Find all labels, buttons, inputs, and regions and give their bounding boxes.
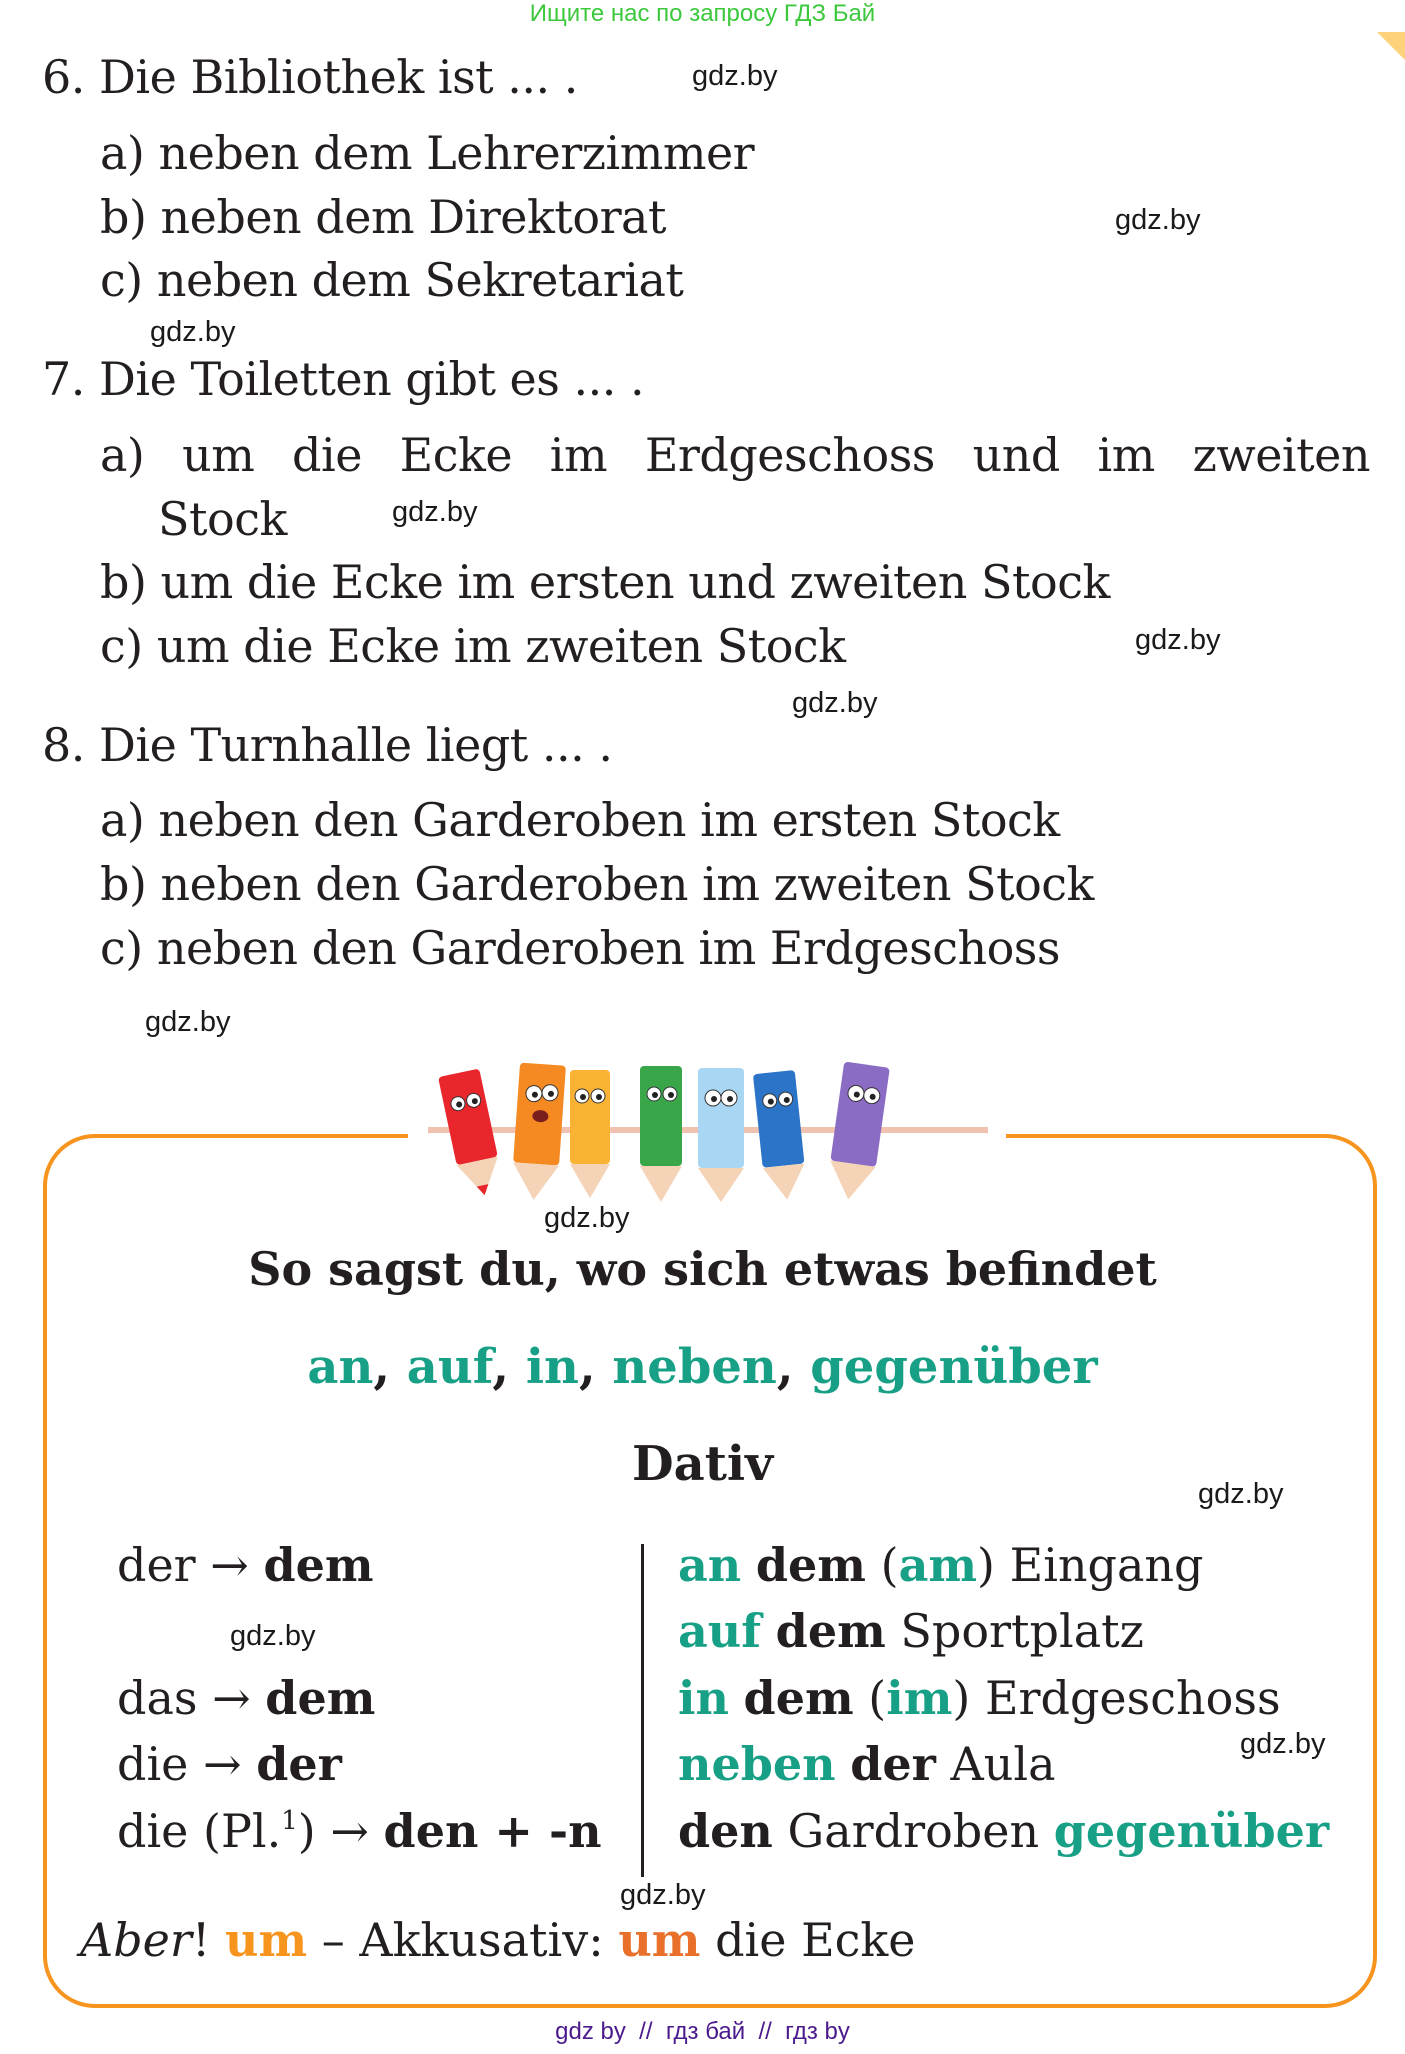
article-to: dem: [263, 1538, 374, 1592]
question-6: [42, 50, 578, 104]
example-in: [678, 1671, 1281, 1725]
word: zweiten: [1192, 428, 1370, 482]
option-7a-continuation: Stock: [158, 492, 287, 546]
noun: Gardroben: [787, 1804, 1040, 1858]
word: Ecke: [399, 428, 513, 482]
footer-watermark: gdz by // гдз бай // гдз by: [555, 2018, 850, 2045]
top-watermark: Ищите нас по запросу ГДЗ Бай: [529, 0, 876, 27]
option-7b: [100, 555, 1110, 609]
paren-close: ): [297, 1804, 316, 1858]
watermark: gdz.by: [620, 1879, 706, 1911]
footnote-marker: 1: [281, 1806, 298, 1836]
aber-label: Aber: [80, 1913, 192, 1967]
article-from: der: [117, 1538, 196, 1592]
column-divider: [641, 1544, 644, 1877]
option-6b: [100, 190, 666, 244]
akkusativ-note: [80, 1913, 916, 1967]
option-8c: [100, 921, 1060, 975]
watermark: gdz.by: [1115, 204, 1201, 236]
preposition: gegenüber: [1053, 1804, 1330, 1858]
preposition-um: um: [225, 1913, 308, 1967]
article-to: der: [256, 1737, 342, 1791]
option-letter: c): [100, 253, 143, 307]
prepositions-list: an, auf, in, neben, gegenüber: [307, 1339, 1098, 1395]
article-from: die: [117, 1737, 189, 1791]
watermark: gdz.by: [544, 1202, 630, 1234]
option-letter: c): [100, 619, 143, 673]
article: den: [678, 1804, 773, 1858]
question-stem: Die Turnhalle liegt ... .: [99, 718, 613, 772]
option-letter: a): [100, 793, 145, 847]
option-letter: c): [100, 921, 143, 975]
option-8a: [100, 793, 1060, 847]
page-corner-decoration: [1377, 32, 1405, 60]
paren-close: ): [952, 1671, 971, 1725]
preposition: in: [678, 1671, 729, 1725]
word: die: [292, 428, 362, 482]
contraction: am: [898, 1538, 978, 1592]
article: dem: [775, 1604, 886, 1658]
option-6a: [100, 126, 755, 180]
question-8: [42, 718, 613, 772]
watermark: gdz.by: [392, 496, 478, 528]
preposition: auf: [678, 1604, 762, 1658]
option-8b: [100, 857, 1094, 911]
article-change-die: [117, 1737, 342, 1791]
word: um: [182, 428, 255, 482]
option-letter: b): [100, 555, 147, 609]
arrow-icon: →: [330, 1804, 369, 1858]
article-to: dem: [265, 1671, 376, 1725]
noun: Aula: [950, 1737, 1056, 1791]
watermark: gdz.by: [792, 687, 878, 719]
example-gegenueber: [678, 1804, 1330, 1858]
noun: Erdgeschoss: [984, 1671, 1281, 1725]
article: der: [850, 1737, 936, 1791]
watermark: gdz.by: [145, 1006, 231, 1038]
watermark: gdz.by: [692, 60, 778, 92]
option-text: neben den Garderoben im zweiten Stock: [160, 857, 1094, 911]
option-text: neben den Garderoben im Erdgeschoss: [156, 921, 1060, 975]
question-number: 6.: [42, 50, 85, 104]
article-from: das: [117, 1671, 198, 1725]
option-text: neben dem Direktorat: [160, 190, 666, 244]
question-stem: Die Toiletten gibt es ... .: [99, 352, 645, 406]
article: dem: [755, 1538, 866, 1592]
noun: Eingang: [1009, 1538, 1204, 1592]
option-text: um die Ecke im ersten und zweiten Stock: [160, 555, 1110, 609]
option-text: neben dem Sekretariat: [156, 253, 684, 307]
word: und: [972, 428, 1060, 482]
article-change-die-plural: [117, 1804, 602, 1858]
preposition: in: [525, 1339, 579, 1395]
example-neben: [678, 1737, 1056, 1791]
word: Erdgeschoss: [644, 428, 935, 482]
arrow-icon: →: [203, 1737, 242, 1791]
preposition: gegenüber: [810, 1339, 1098, 1395]
option-letter: a): [100, 126, 145, 180]
preposition: an: [307, 1339, 374, 1395]
question-7: [42, 352, 645, 406]
example-an: [678, 1538, 1204, 1592]
option-7c: [100, 619, 846, 673]
preposition: neben: [612, 1339, 777, 1395]
preposition: auf: [406, 1339, 493, 1395]
option-7a: [100, 428, 1370, 482]
watermark: gdz.by: [1135, 624, 1221, 656]
paren-open: (: [868, 1671, 887, 1725]
paren-close: ): [977, 1538, 995, 1592]
contraction: im: [886, 1671, 953, 1725]
note-text: – Akkusativ:: [307, 1913, 619, 1967]
watermark: gdz.by: [150, 316, 236, 348]
word: im: [549, 428, 608, 482]
case-heading: Dativ: [631, 1436, 774, 1492]
note-example: die Ecke: [700, 1913, 916, 1967]
question-number: 7.: [42, 352, 85, 406]
preposition: neben: [678, 1737, 836, 1791]
option-letter: b): [100, 857, 147, 911]
question-number: 8.: [42, 718, 85, 772]
paren-open: (: [880, 1538, 899, 1592]
option-text: neben dem Lehrerzimmer: [158, 126, 755, 180]
option-letter: b): [100, 190, 147, 244]
grammar-box-title: So sagst du, wo sich etwas befindet: [248, 1242, 1157, 1296]
article-from: die (Pl.: [117, 1804, 282, 1858]
noun: Sportplatz: [900, 1604, 1144, 1658]
option-text: neben den Garderoben im ersten Stock: [158, 793, 1060, 847]
exclamation: !: [191, 1913, 211, 1967]
watermark: gdz.by: [230, 1620, 316, 1652]
preposition-um: um: [618, 1913, 701, 1967]
arrow-icon: →: [210, 1538, 249, 1592]
arrow-icon: →: [212, 1671, 251, 1725]
watermark: gdz.by: [1240, 1728, 1326, 1760]
pencils-illustration: [408, 1052, 1006, 1202]
pencil-characters-icon: [408, 1052, 1006, 1202]
article-to: den + -n: [383, 1804, 602, 1858]
article-change-das: [117, 1671, 376, 1725]
watermark: gdz.by: [1198, 1478, 1284, 1510]
option-letter: a): [100, 428, 145, 482]
option-text: um die Ecke im zweiten Stock: [156, 619, 846, 673]
word: im: [1097, 428, 1155, 482]
example-auf: [678, 1604, 1144, 1658]
article-change-der: [117, 1538, 374, 1592]
preposition: an: [678, 1538, 742, 1592]
question-stem: Die Bibliothek ist ... .: [99, 50, 578, 104]
option-6c: [100, 253, 684, 307]
article: dem: [743, 1671, 854, 1725]
